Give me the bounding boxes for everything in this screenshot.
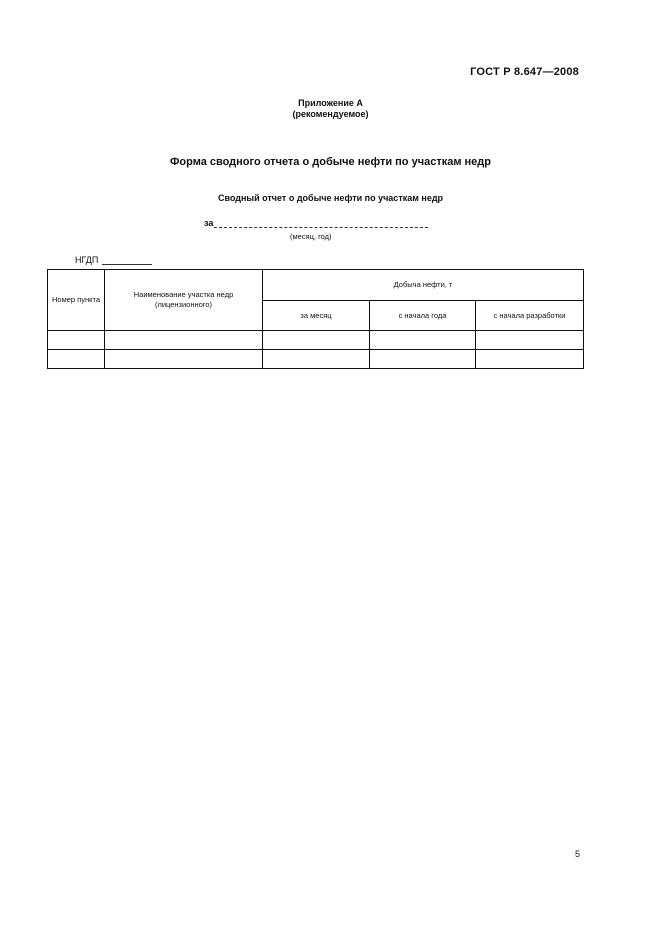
period-blank-line	[214, 218, 428, 228]
annex-heading	[0, 98, 661, 120]
annex-title: Приложение А	[298, 98, 363, 108]
report-table	[47, 269, 584, 369]
table-row	[48, 350, 584, 369]
page-number: 5	[575, 849, 581, 859]
annex-status: (рекомендуемое)	[292, 109, 369, 119]
period-hint: (месяц, год)	[290, 232, 332, 241]
table-header-row	[48, 270, 584, 301]
header-oil-production: Добыча нефти, т	[263, 270, 584, 301]
header-per-month: за месяц	[263, 301, 370, 331]
header-site-name: Наименование участка недр (лицензионного)	[105, 270, 263, 331]
header-number: Номер пункта	[48, 270, 105, 331]
table-row	[48, 331, 584, 350]
ngdp-blank-line	[102, 255, 152, 265]
header-since-development-start: с начала разработки	[476, 301, 584, 331]
ngdp-field	[75, 255, 152, 265]
header-since-year-start: с начала года	[370, 301, 476, 331]
period-field	[204, 218, 428, 228]
ngdp-label: НГДП	[75, 255, 99, 265]
report-title: Сводный отчет о добыче нефти по участкам недр	[217, 193, 444, 203]
document-code: ГОСТ Р 8.647—2008	[470, 66, 579, 78]
form-title: Форма сводного отчета о добыче нефти по участкам недр	[170, 156, 491, 168]
period-label: за	[204, 218, 214, 228]
